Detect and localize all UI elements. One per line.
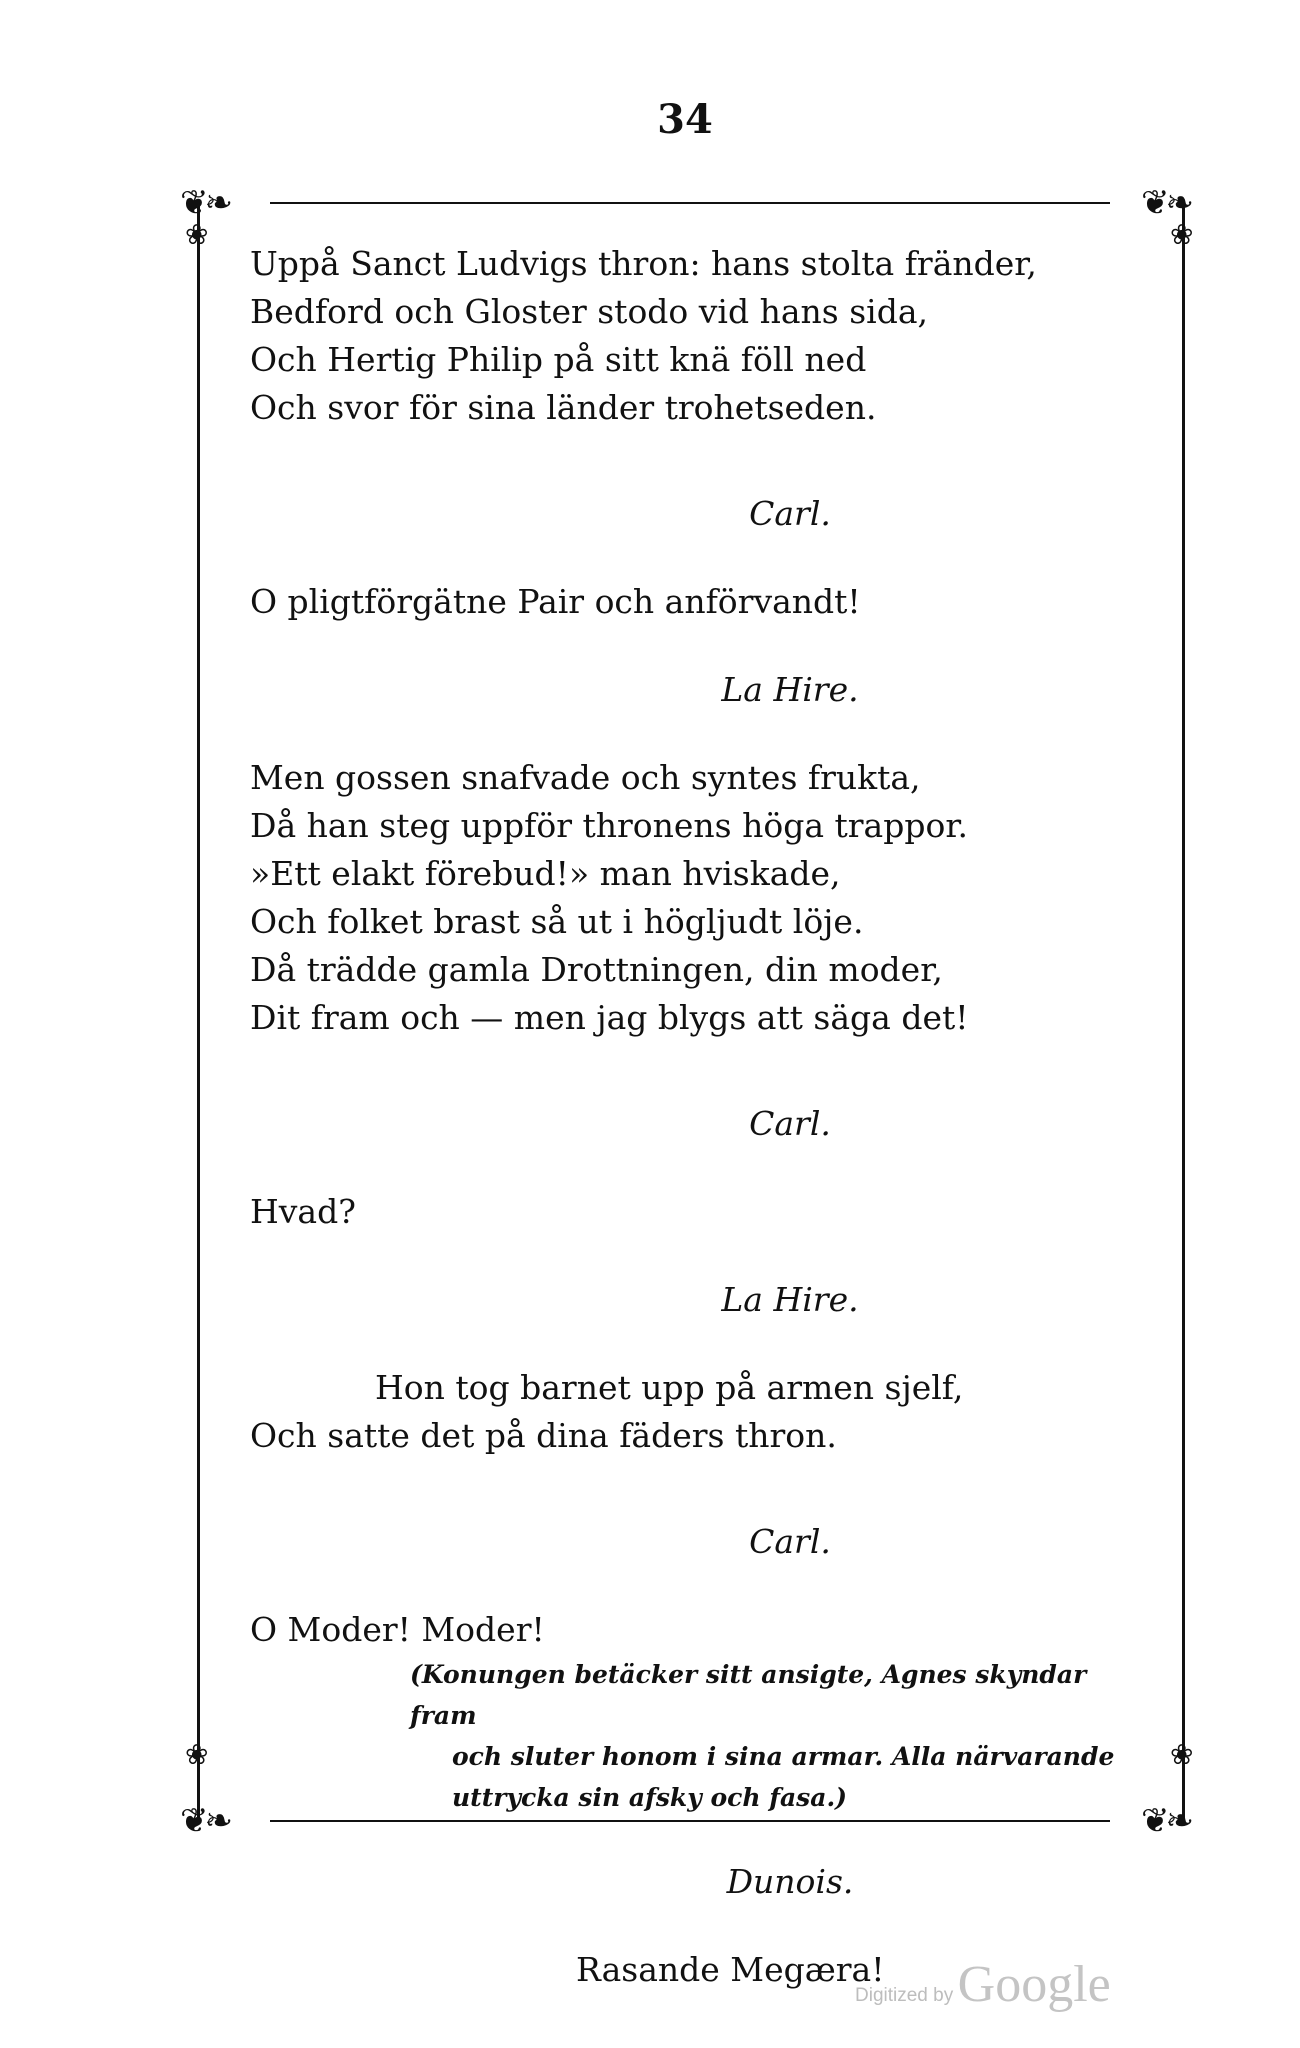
speaker-name: La Hire. xyxy=(721,670,859,709)
speaker-name: Carl. xyxy=(749,1522,831,1561)
vine-ornament-right-bottom: ❀ xyxy=(1170,1738,1194,1771)
speaker-name: Carl. xyxy=(749,494,831,533)
vine-ornament-left-bottom: ❀ xyxy=(185,1738,209,1771)
verse-line: Rasande Megæra! xyxy=(576,1950,885,1989)
verse-line: Och satte det på dina fäders thron. xyxy=(250,1416,837,1455)
speaker-name: La Hire. xyxy=(721,1280,859,1319)
verse-line: Och Hertig Philip på sitt knä föll ned xyxy=(250,340,867,379)
corner-ornament-top-left: ❦❧ xyxy=(180,183,229,223)
stage-direction-line: uttrycka sin afsky och fasa.) xyxy=(452,1783,847,1812)
page-number: 34 xyxy=(657,96,713,143)
speaker-name: Dunois. xyxy=(726,1862,854,1901)
verse-line: Hon tog barnet upp på armen sjelf, xyxy=(375,1368,964,1407)
verse-line: O pligtförgätne Pair och anförvandt! xyxy=(250,582,861,621)
stage-direction-line: (Konungen betäcker sitt ansigte, Agnes skyndar fram xyxy=(410,1660,1087,1730)
vine-ornament-left-top: ❀ xyxy=(185,218,209,251)
verse-line: Då han steg uppför thronens höga trappor. xyxy=(250,806,968,845)
page-text xyxy=(250,240,1150,1994)
verse-line: Då trädde gamla Drottningen, din moder, xyxy=(250,950,943,989)
verse-line: Hvad? xyxy=(250,1192,356,1231)
verse-line: Uppå Sanct Ludvigs thron: hans stolta fränder, xyxy=(250,244,1037,283)
verse-line: Bedford och Gloster stodo vid hans sida, xyxy=(250,292,928,331)
verse-line: Och folket brast så ut i högljudt löje. xyxy=(250,902,864,941)
corner-ornament-top-right: ❦❧ xyxy=(1141,183,1190,223)
verse-line: Dit fram och — men jag blygs att säga det! xyxy=(250,998,969,1037)
verse-line: O Moder! Moder! xyxy=(250,1610,545,1649)
stage-direction-line: och sluter honom i sina armar. Alla närvarande xyxy=(452,1742,1115,1771)
google-logo: Google xyxy=(957,1956,1111,2013)
speaker-name: Carl. xyxy=(749,1104,831,1143)
digitization-watermark xyxy=(855,1955,1111,2014)
verse-line: Men gossen snafvade och syntes frukta, xyxy=(250,758,921,797)
verse-line: »Ett elakt förebud!» man hviskade, xyxy=(250,854,841,893)
corner-ornament-bottom-right: ❦❧ xyxy=(1141,1801,1190,1841)
vine-ornament-right-top: ❀ xyxy=(1170,218,1194,251)
verse-line: Och svor för sina länder trohetseden. xyxy=(250,388,877,427)
watermark-prefix: Digitized by xyxy=(855,1985,954,2006)
stage-direction xyxy=(250,1654,1150,1818)
corner-ornament-bottom-left: ❦❧ xyxy=(180,1801,229,1841)
